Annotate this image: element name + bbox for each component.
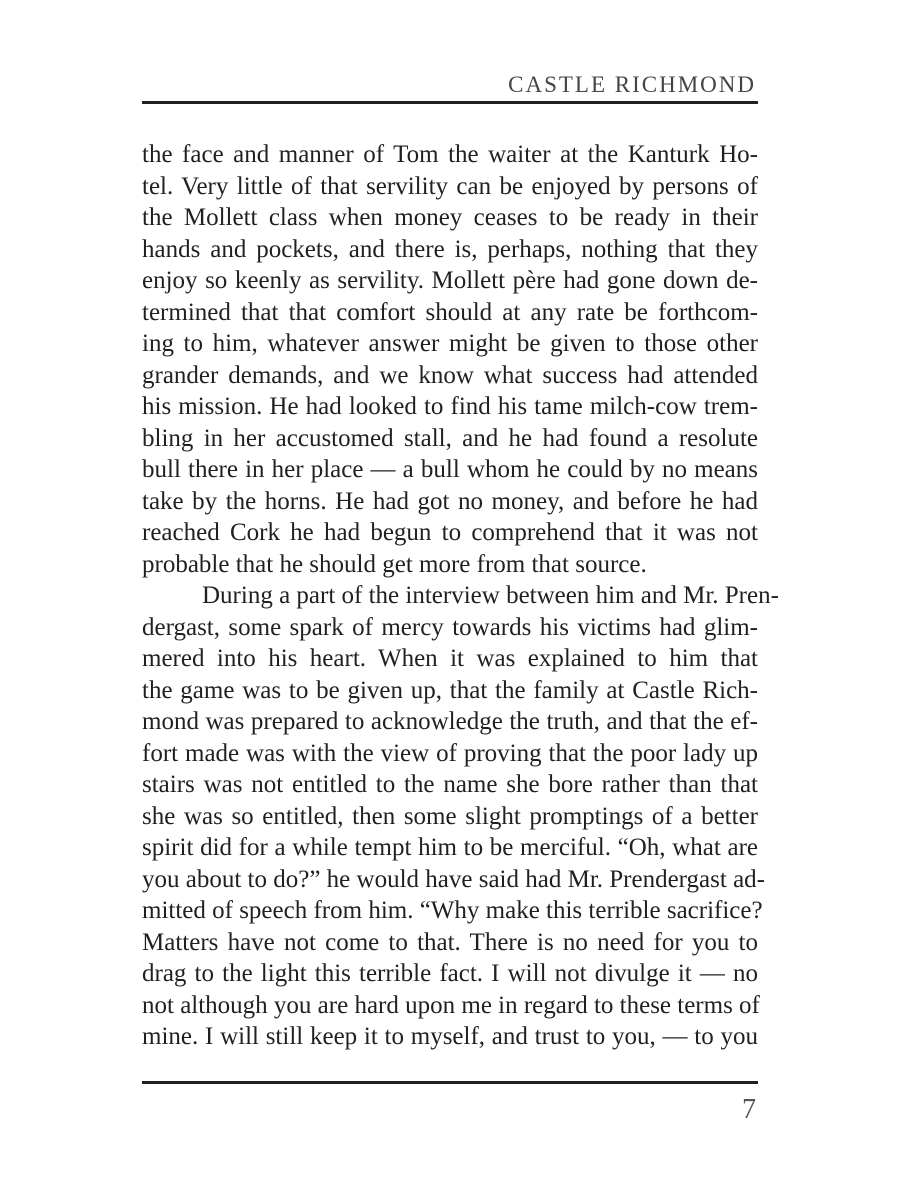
paragraph: [142, 580, 779, 1053]
text-line: mine. I will still keep it to myself, and trust to you, — to you: [142, 1023, 758, 1050]
page-number: 7: [742, 1094, 756, 1125]
footer-rule: [142, 1081, 758, 1084]
text-line: stairs was not entitled to the name she bore rather than that: [142, 771, 758, 798]
text-line: During a part of the interview between him and Mr. Pren-: [202, 582, 779, 609]
text-line: the face and manner of Tom the waiter at the Kanturk Ho-: [142, 141, 758, 168]
paragraph: [142, 139, 758, 580]
text-line: ing to him, whatever answer might be given to those other: [142, 330, 758, 357]
text-line: spirit did for a while tempt him to be merciful. “Oh, what are: [142, 834, 758, 861]
text-line: she was so entitled, then some slight promptings of a better: [142, 802, 758, 830]
text-line: fort made was with the view of proving that the poor lady up: [142, 739, 758, 767]
header-rule: [142, 101, 758, 104]
text-line: grander demands, and we know what success had attended: [142, 361, 758, 389]
text-line: mered into his heart. When it was explained to him that: [142, 645, 758, 672]
text-line: the Mollett class when money ceases to be ready in their: [142, 204, 758, 231]
text-line: take by the horns. He had got no money, and before he had: [142, 487, 758, 515]
text-line: mond was prepared to acknowledge the truth, and that the ef-: [142, 708, 758, 735]
body-text: [142, 139, 779, 1053]
text-line: bling in her accustomed stall, and he had found a resolute: [142, 424, 758, 452]
text-line: bull there in her place — a bull whom he could by no means: [142, 456, 758, 483]
text-line: termined that that comfort should at any rate be forthcom-: [142, 298, 758, 326]
text-line: probable that he should get more from that source.: [142, 550, 647, 578]
text-line: hands and pockets, and there is, perhaps, nothing that they: [142, 235, 758, 263]
text-line: his mission. He had looked to find his tame milch-cow trem-: [142, 393, 758, 420]
text-line: the game was to be given up, that the family at Castle Rich-: [142, 676, 758, 704]
text-line: Matters have not come to that. There is no need for you to: [142, 928, 758, 956]
text-line: mitted of speech from him. “Why make this terrible sacrifice?: [142, 897, 763, 924]
text-line: enjoy so keenly as servility. Mollett père had gone down de-: [142, 267, 758, 294]
running-head-title: CASTLE RICHMOND: [508, 72, 756, 97]
text-line: drag to the light this terrible fact. I will not divulge it — no: [142, 960, 758, 987]
text-line: dergast, some spark of mercy towards his victims had glim-: [142, 613, 758, 641]
text-line: not although you are hard upon me in regard to these terms of: [142, 991, 760, 1019]
text-line: tel. Very little of that servility can be enjoyed by persons of: [142, 172, 758, 200]
text-line: you about to do?” he would have said had Mr. Prendergast ad-: [142, 865, 765, 893]
text-line: reached Cork he had begun to comprehend that it was not: [142, 519, 758, 546]
